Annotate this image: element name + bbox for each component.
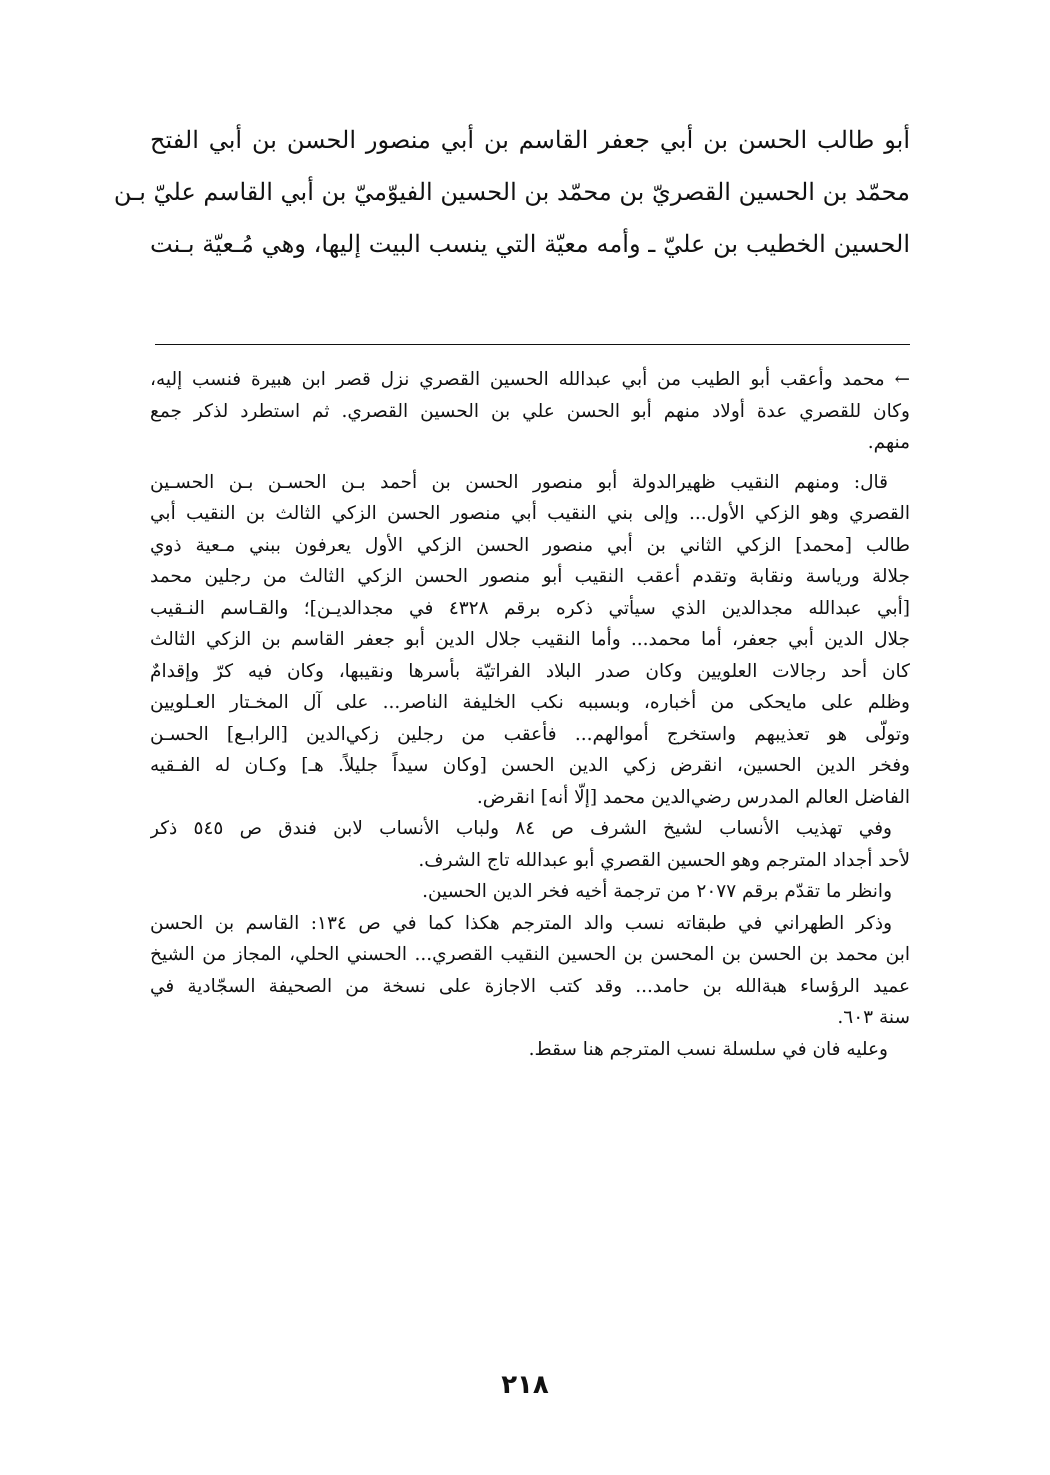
main-text-line: الحسين الخطيب بن عليّ ـ وأمه معيّة التي ينسب البيت إليها، وهي مُـعيّة بـنت [150, 230, 910, 258]
footnote-paragraph [150, 364, 910, 459]
footnote-line: جلال الدين أبي جعفر، أما محمد... وأما النقيب جلال الدين أبو جعفر القاسم بن الزكي الثالث [150, 629, 910, 650]
page-number: ٢١٨ [501, 1370, 549, 1400]
footnote-line: وظلم على مايحكى من أخباره، وبسببه نكب الخليفة الناصر... على آل المخـتار العـلويين [150, 692, 910, 713]
footnote-paragraph [150, 467, 910, 814]
footnote-line: القصري وهو الزكي الأول... وإلى بني النقيب أبي منصور الحسن الزكي الثالث بن النقيب أبي [150, 503, 910, 524]
footnote-line: ← محمد وأعقب أبو الطيب من أبي عبدالله الحسين القصري نزل قصر ابن هبيرة فنسب إليه، [150, 369, 910, 390]
footnote-line: جلالة ورياسة ونقابة وتقدم أعقب النقيب أبو منصور الحسن الزكي الثالث من رجلين محمد [150, 566, 910, 587]
footnote-line: وفي تهذيب الأنساب لشيخ الشرف ص ٨٤ ولباب الأنساب لابن فندق ص ٥٤٥ ذكر [150, 818, 892, 839]
footnote-divider [155, 344, 910, 345]
footnote-line: وذكر الطهراني في طبقاته نسب والد المترجم هكذا كما في ص ١٣٤: القاسم بن الحسن [150, 912, 893, 934]
paragraph-gap [150, 459, 910, 467]
footnote-line: وفخر الدين الحسين، انقرض زكي الدين الحسن [وكان سيداً جليلاً. هـ] وكـان له الفـقيه [150, 755, 910, 776]
footnote-line: سنة ٦٠٣. [837, 1007, 910, 1028]
footnote-line: منهم. [867, 432, 910, 453]
footnote-line: عميد الرؤساء هبة‌الله بن حامد... وقد كتب الاجازة على نسخة من الصحيفة السجّادية في [150, 975, 910, 997]
footnote-line: طالب [محمد] الزكي الثاني بن أبي منصور الحسن الزكي الأول يعرفون ببني مـعية ذوي [150, 534, 910, 556]
main-text-line: محمّد بن الحسين القصريّ بن محمّد بن الحسين الفيوّميّ بن أبي القاسم عليّ بـن [113, 178, 910, 206]
footnote-line: وكان للقصري عدة أولاد منهم أبو الحسن علي بن الحسين القصري. ثم استطرد لذكر جمع [150, 400, 910, 422]
footnote-line: لأحد أجداد المترجم وهو الحسين القصري أبو عبدالله تاج الشرف. [418, 849, 910, 871]
footnote-paragraph [150, 1034, 910, 1066]
footnote-line: وعليه فان في سلسلة نسب المترجم هنا سقط. [528, 1038, 888, 1060]
main-text-line: أبو طالب الحسن بن أبي جعفر القاسم بن أبي منصور الحسن بن أبي الفتح [150, 126, 910, 154]
footnote-paragraph [150, 813, 910, 876]
footnote-paragraph [150, 908, 910, 1034]
footnote-paragraph [150, 876, 910, 908]
footnote-line: ابن محمد بن الحسن بن المحسن بن الحسين النقيب القصري... الحسني الحلي، المجاز من الشيخ [150, 944, 910, 965]
footnote-line: كان أحد رجالات العلويين وكان صدر البلاد الفراتيّة بأسرها ونقيبها، وكان فيه كرّ وإقدامٌ [150, 660, 910, 682]
main-text-block [113, 114, 910, 270]
footnote-line: وانظر ما تقدّم برقم ٢٠٧٧ من ترجمة أخيه فخر الدين الحسين. [422, 881, 892, 902]
footnote-line: قال: ومنهم النقيب ظهيرالدولة أبو منصور الحسن بن أحمد بـن الحسـن بـن الحسـين [150, 471, 888, 493]
footnote-line: وتولّى هو تعذيبهم واستخرج أموالهم... فأعقب من رجلين زكي‌الدين [الرابـع] الحسـن [150, 723, 910, 745]
footnote-line: الفاضل العالم المدرس رضي‌الدين محمد [إلّا أنه] انقرض. [476, 786, 910, 808]
footnote-line: [أبي عبدالله مجدالدين الذي سيأتي ذكره برقم ٤٣٢٨ في مجدالديـن]؛ والقـاسم النـقيب [150, 597, 910, 619]
footnotes-block [150, 364, 910, 1065]
